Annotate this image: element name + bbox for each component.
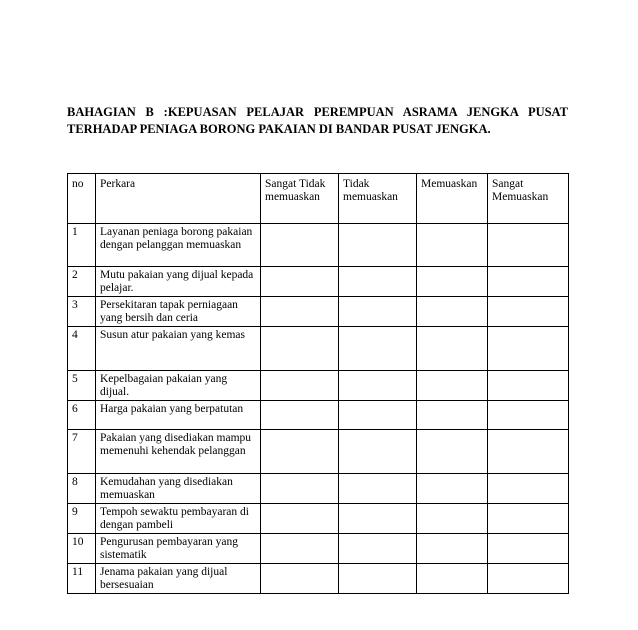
rating-cell-memuaskan[interactable]: [417, 267, 488, 297]
header-no: no: [68, 174, 96, 224]
row-item: Harga pakaian yang berpatutan: [96, 401, 261, 430]
rating-cell-sangat-tidak[interactable]: [261, 371, 339, 401]
heading-line-2: TERHADAP PENIAGA BORONG PAKAIAN DI BANDAR PUSAT JENGKA.: [67, 122, 491, 136]
row-item: Pakaian yang disediakan mampu memenuhi kehendak pelanggan: [96, 430, 261, 474]
rating-cell-sangat-tidak[interactable]: [261, 430, 339, 474]
row-item: Jenama pakaian yang dijual bersesuaian: [96, 564, 261, 594]
rating-cell-tidak[interactable]: [339, 504, 417, 534]
rating-cell-sangat[interactable]: [488, 534, 569, 564]
table-row: [68, 371, 569, 401]
satisfaction-table: [67, 173, 569, 594]
rating-cell-sangat-tidak[interactable]: [261, 534, 339, 564]
rating-cell-sangat[interactable]: [488, 267, 569, 297]
header-memuaskan: Memuaskan: [417, 174, 488, 224]
rating-cell-sangat[interactable]: [488, 401, 569, 430]
rating-cell-memuaskan[interactable]: [417, 430, 488, 474]
rating-cell-tidak[interactable]: [339, 564, 417, 594]
rating-cell-tidak[interactable]: [339, 327, 417, 371]
rating-cell-tidak[interactable]: [339, 224, 417, 267]
rating-cell-memuaskan[interactable]: [417, 504, 488, 534]
rating-cell-sangat[interactable]: [488, 297, 569, 327]
rating-cell-sangat[interactable]: [488, 564, 569, 594]
row-item: Mutu pakaian yang dijual kepada pelajar.: [96, 267, 261, 297]
rating-cell-tidak[interactable]: [339, 430, 417, 474]
rating-cell-sangat-tidak[interactable]: [261, 327, 339, 371]
row-number: 6: [68, 401, 96, 430]
rating-cell-sangat-tidak[interactable]: [261, 401, 339, 430]
header-sangat-memuaskan: Sangat Memuaskan: [488, 174, 569, 224]
row-item: Pengurusan pembayaran yang sistematik: [96, 534, 261, 564]
rating-cell-tidak[interactable]: [339, 534, 417, 564]
row-number: 3: [68, 297, 96, 327]
row-number: 5: [68, 371, 96, 401]
rating-cell-sangat[interactable]: [488, 430, 569, 474]
row-number: 8: [68, 474, 96, 504]
row-item: Kepelbagaian pakaian yang dijual.: [96, 371, 261, 401]
rating-cell-tidak[interactable]: [339, 297, 417, 327]
table-header-row: [68, 174, 569, 224]
rating-cell-tidak[interactable]: [339, 474, 417, 504]
rating-cell-sangat-tidak[interactable]: [261, 474, 339, 504]
table-row: [68, 267, 569, 297]
table-row: [68, 327, 569, 371]
table-row: [68, 504, 569, 534]
row-item: Susun atur pakaian yang kemas: [96, 327, 261, 371]
rating-cell-memuaskan[interactable]: [417, 327, 488, 371]
rating-cell-memuaskan[interactable]: [417, 224, 488, 267]
header-tidak-memuaskan: Tidak memuaskan: [339, 174, 417, 224]
rating-cell-tidak[interactable]: [339, 371, 417, 401]
row-number: 2: [68, 267, 96, 297]
heading-line-1: BAHAGIAN B :KEPUASAN PELAJAR PEREMPUAN ASRAMA JENGKA PUSAT: [67, 105, 568, 119]
header-perkara: Perkara: [96, 174, 261, 224]
rating-cell-memuaskan[interactable]: [417, 401, 488, 430]
rating-cell-sangat[interactable]: [488, 504, 569, 534]
rating-cell-sangat[interactable]: [488, 371, 569, 401]
table-row: [68, 401, 569, 430]
row-number: 1: [68, 224, 96, 267]
table-row: [68, 534, 569, 564]
rating-cell-sangat-tidak[interactable]: [261, 504, 339, 534]
row-item: Tempoh sewaktu pembayaran di dengan pambeli: [96, 504, 261, 534]
rating-cell-sangat[interactable]: [488, 327, 569, 371]
rating-cell-memuaskan[interactable]: [417, 297, 488, 327]
header-sangat-tidak-memuaskan: Sangat Tidak memuaskan: [261, 174, 339, 224]
table-row: [68, 297, 569, 327]
rating-cell-sangat-tidak[interactable]: [261, 267, 339, 297]
rating-cell-memuaskan[interactable]: [417, 474, 488, 504]
rating-cell-memuaskan[interactable]: [417, 564, 488, 594]
row-number: 11: [68, 564, 96, 594]
row-item: Persekitaran tapak perniagaan yang bersih dan ceria: [96, 297, 261, 327]
table-row: [68, 474, 569, 504]
row-item: Kemudahan yang disediakan memuaskan: [96, 474, 261, 504]
rating-cell-sangat-tidak[interactable]: [261, 297, 339, 327]
table-row: [68, 430, 569, 474]
rating-cell-memuaskan[interactable]: [417, 371, 488, 401]
row-item: Layanan peniaga borong pakaian dengan pelanggan memuaskan: [96, 224, 261, 267]
row-number: 7: [68, 430, 96, 474]
rating-cell-memuaskan[interactable]: [417, 534, 488, 564]
row-number: 9: [68, 504, 96, 534]
rating-cell-sangat-tidak[interactable]: [261, 224, 339, 267]
table-row: [68, 564, 569, 594]
rating-cell-sangat-tidak[interactable]: [261, 564, 339, 594]
section-heading: [67, 104, 568, 138]
row-number: 4: [68, 327, 96, 371]
rating-cell-tidak[interactable]: [339, 267, 417, 297]
table-row: [68, 224, 569, 267]
rating-cell-tidak[interactable]: [339, 401, 417, 430]
row-number: 10: [68, 534, 96, 564]
rating-cell-sangat[interactable]: [488, 474, 569, 504]
rating-cell-sangat[interactable]: [488, 224, 569, 267]
